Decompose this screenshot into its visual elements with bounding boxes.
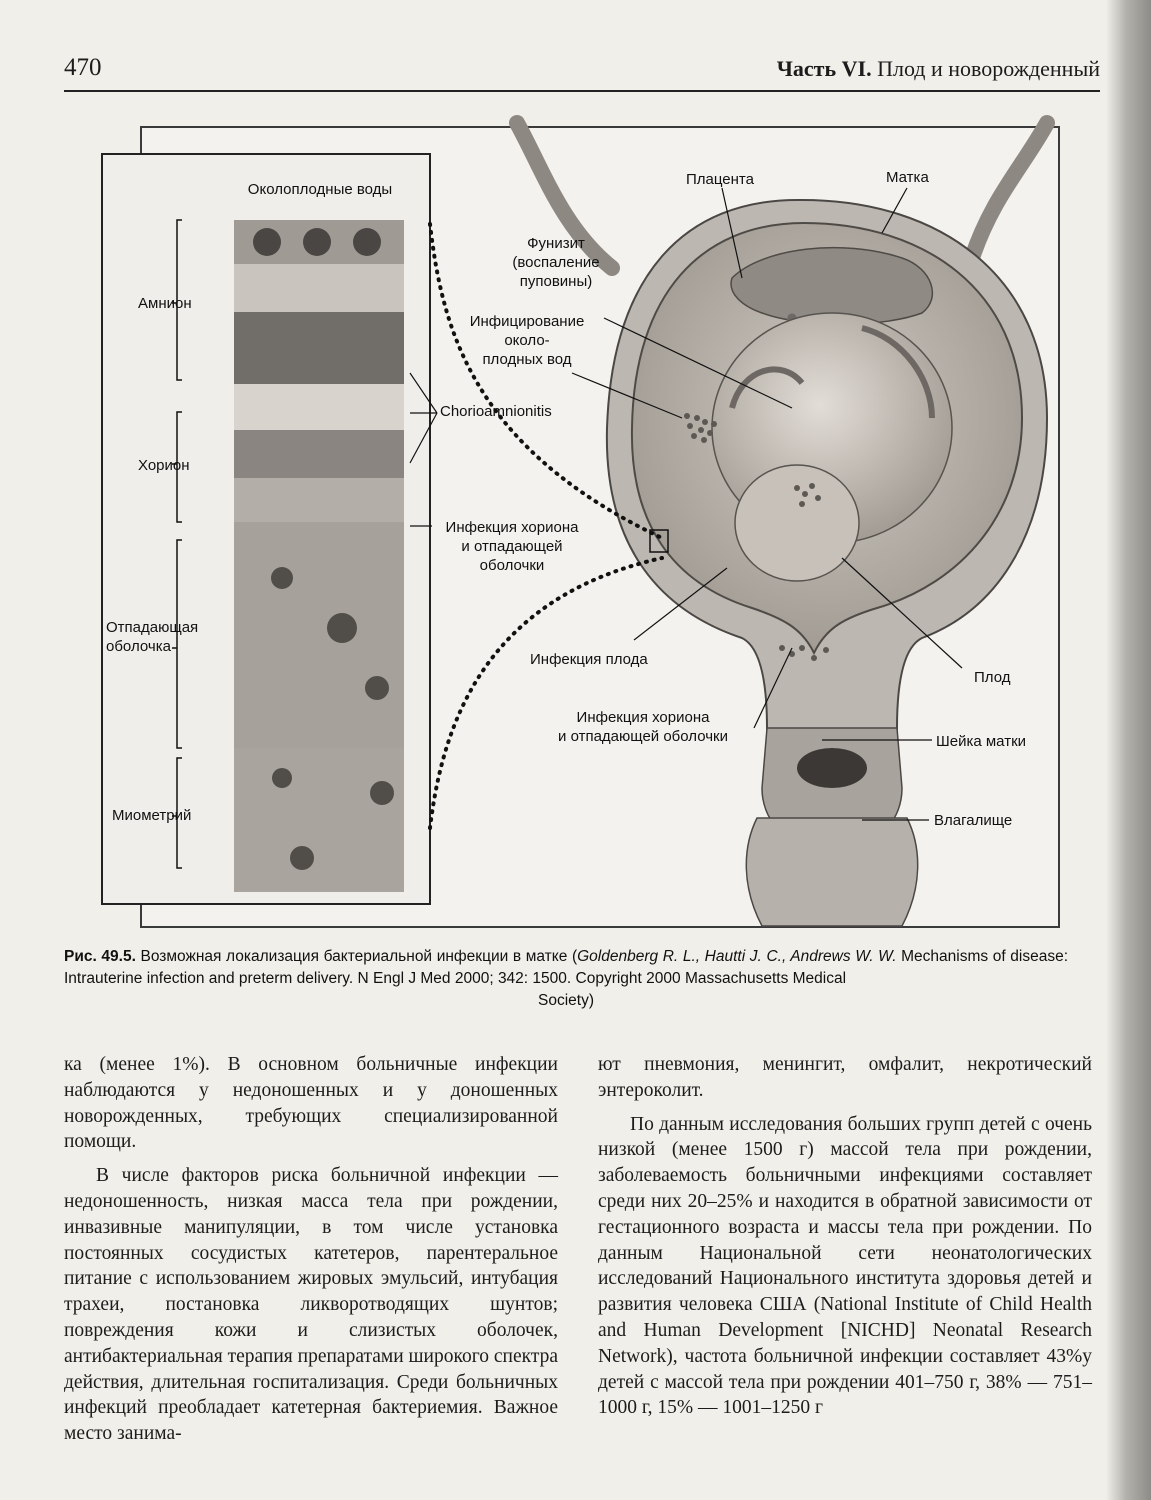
paragraph: По данным исследования больших групп детей с очень низкой (менее 1500 г) массой тела при рождении, заболеваемость больничными инфекциями составляет среди них 20–25% и находится в обратной зависимости от гестационного возраста и массы тела при рождении. По данным Национальной сети неонатологических исследований Национального института здоровья детей и развития человека США (National Institute of Child Health and Human Development [NICHD] Neonatal Research Network), частота больничной инфекции составляет 43%у детей с массой тела при рождении 401–750 г, 38% — 751–1000 г, 15% — 1001–1250 г [598, 1113, 1092, 1419]
scan-shadow-edge [1106, 0, 1151, 1500]
page-number: 470 [64, 54, 102, 81]
cervical-canal [797, 748, 867, 788]
label-myometrium: Миометрий [112, 807, 192, 824]
label-placenta: Плацента [686, 171, 754, 188]
paragraph: В числе факторов риска больничной инфекции — недоношенность, низкая масса тела при рождении, инвазивные манипуляции, в том числе установка постоянных сосудистых катетеров, парентеральное питание с использованием жировых эмульсий, интубация трахеи, постановка ликворотводящих шунтов; повреждения кожи и слизистых оболочек, антибактериальная терапия препаратами широкого спектра действия, длительная госпитализация. Среди больничных инфекций преобладает катетерная бактериемия. Важное место занима- [64, 1165, 558, 1445]
label-fetal-infection: Инфекция плода [530, 651, 648, 668]
page-header [64, 50, 1100, 92]
caption-title: Возможная локализация бактериальной инфекции в матке ( [135, 948, 578, 965]
label-chorion: Хорион [138, 457, 190, 474]
figure-49-5 [106, 126, 1060, 928]
label-amniotic-infection: Инфицирование около- плодных вод [469, 313, 585, 368]
label-amniotic-fluid: Околоплодные воды [247, 181, 393, 198]
caption-source-tail: Society) [538, 992, 594, 1009]
running-title [777, 56, 1100, 82]
caption-source: Mechanisms of disease: Intrauterine infection and preterm delivery. N Engl J Med 2000; 342: 1500. Copyright 2000 Massachusetts Medical [64, 948, 1069, 987]
paragraph: ка (менее 1%). В основном больничные инфекции наблюдаются у недоношенных и у доношенных новорожденных, требующих специализированной помощи. [64, 1054, 558, 1153]
label-cervix: Шейка матки [936, 733, 1027, 750]
text-column-left [64, 1052, 558, 1447]
caption-authors: Goldenberg R. L., Hautti J. C., Andrews W. W. [577, 948, 897, 965]
label-chorioamnionitis: Chorioamnionitis [440, 403, 552, 420]
label-funisitis: Фунизит (воспаление пуповины) [512, 235, 600, 290]
figure-caption [64, 946, 1068, 1012]
vagina [746, 818, 917, 926]
label-fetus: Плод [974, 669, 1011, 686]
label-choriodecidual-infection-top: Инфекция хориона и отпадающей оболочки [445, 519, 579, 574]
label-uterus: Матка [886, 169, 929, 186]
caption-label: Рис. 49.5. [64, 948, 136, 965]
tissue-layers-panel [102, 154, 430, 904]
text-column-right [598, 1052, 1092, 1421]
section-title: Плод и новорожденный [877, 56, 1100, 81]
label-decidua: Отпадающая оболочка [106, 619, 199, 655]
label-choriodecidual-infection-bottom: Инфекция хориона и отпадающей оболочки [558, 709, 728, 745]
paragraph: ют пневмония, менингит, омфалит, некротический энтероколит. [598, 1054, 1092, 1101]
label-amnion: Амнион [138, 295, 192, 312]
label-vagina: Влагалище [934, 812, 1013, 829]
part-label: Часть VI. [776, 56, 872, 81]
